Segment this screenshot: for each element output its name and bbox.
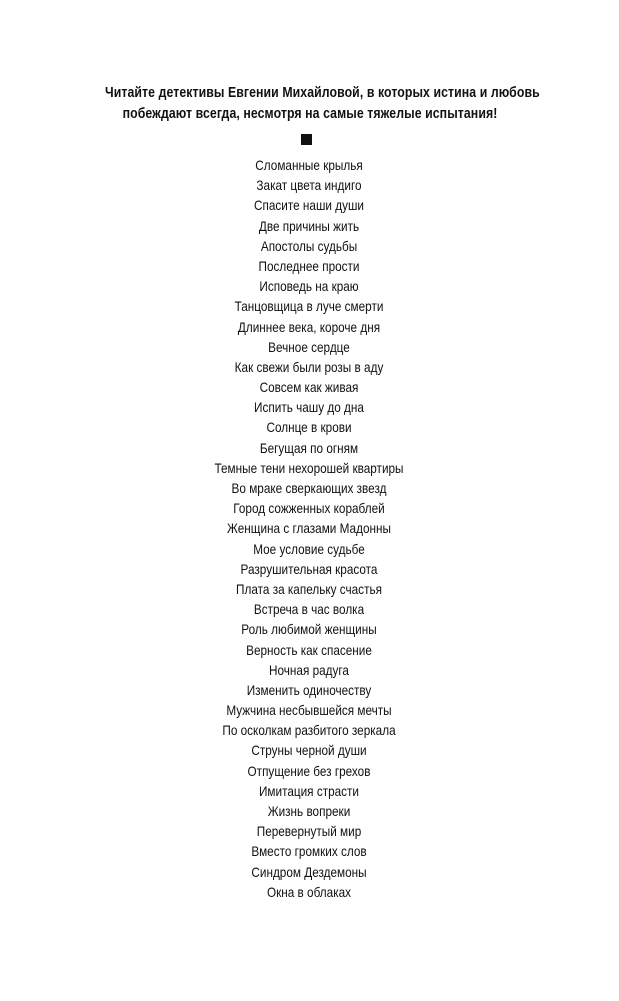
book-title: Во мраке сверкающих звезд bbox=[231, 480, 387, 496]
book-title: Сломанные крылья bbox=[255, 157, 363, 173]
intro-line-1: Читайте детективы Евгении Михайловой, в которых истина и любовь bbox=[105, 84, 540, 101]
book-title: Роль любимой женщины bbox=[241, 621, 377, 638]
book-title: Вместо громких слов bbox=[251, 843, 367, 860]
book-title: Бегущая по огням bbox=[259, 439, 359, 456]
book-title: Вечное сердце bbox=[268, 338, 350, 355]
book-title: Две причины жить bbox=[258, 217, 360, 234]
book-title: Апостолы судьбы bbox=[260, 237, 358, 254]
book-title: Жизнь вопреки bbox=[267, 803, 351, 819]
book-title: Изменить одиночеству bbox=[246, 681, 372, 698]
book-title: Плата за капельку счастья bbox=[236, 580, 382, 597]
book-title: Исповедь на краю bbox=[259, 278, 359, 295]
book-title: Как свежи были розы в аду bbox=[234, 358, 384, 375]
book-title: Струны черной души bbox=[251, 742, 367, 759]
book-title: Перевернутый мир bbox=[256, 823, 362, 840]
book-title: Темные тени нехорошей квартиры bbox=[214, 459, 404, 476]
book-title: Окна в облаках bbox=[266, 883, 352, 900]
square-bullet-icon bbox=[301, 134, 312, 145]
book-title: Длиннее века, короче дня bbox=[237, 318, 381, 335]
book-title: Ночная радуга bbox=[269, 661, 349, 678]
book-title: По осколкам разбитого зеркала bbox=[222, 722, 396, 739]
book-title: Встреча в час волка bbox=[253, 601, 365, 618]
series-intro bbox=[105, 82, 540, 124]
book-title: Мужчина несбывшейся мечты bbox=[226, 702, 392, 719]
book-title: Закат цвета индиго bbox=[256, 177, 362, 194]
book-title: Имитация страсти bbox=[258, 782, 360, 799]
book-title-list bbox=[109, 155, 509, 902]
book-title: Город сожженных кораблей bbox=[233, 500, 385, 517]
book-title: Верность как спасение bbox=[246, 641, 372, 658]
book-title: Спасите наши души bbox=[254, 197, 364, 214]
book-title: Солнце в крови bbox=[266, 419, 352, 436]
book-title: Разрушительная красота bbox=[240, 560, 378, 577]
intro-line-2: побеждают всегда, несмотря на самые тяжелые испытания! bbox=[122, 105, 498, 122]
book-title: Отпущение без грехов bbox=[247, 762, 371, 779]
book-title: Синдром Дездемоны bbox=[251, 863, 367, 880]
book-title: Совсем как живая bbox=[259, 379, 359, 396]
book-title: Женщина с глазами Мадонны bbox=[227, 520, 391, 537]
book-title: Последнее прости bbox=[258, 257, 360, 274]
book-title: Танцовщица в луче смерти bbox=[234, 298, 384, 315]
book-title: Мое условие судьбе bbox=[253, 540, 365, 557]
book-title: Испить чашу до дна bbox=[254, 399, 364, 416]
